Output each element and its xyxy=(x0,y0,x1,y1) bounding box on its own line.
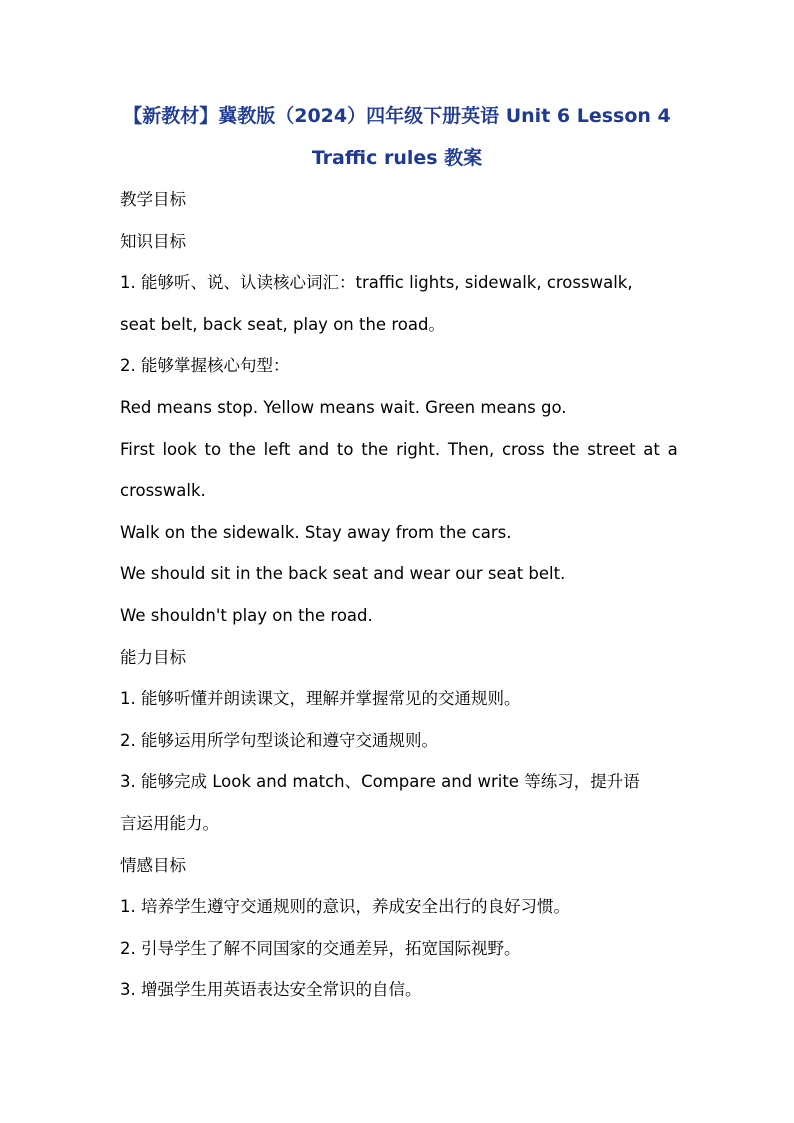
sentence-pattern-3: Walk on the sidewalk. Stay away from the cars. xyxy=(120,522,512,542)
section-heading-teaching-goals: 教学目标 xyxy=(120,190,186,209)
ability-item-3-line-1: 3. 能够完成 Look and match、Compare and write 等练习，提升语 xyxy=(120,772,640,792)
knowledge-item-1-line-2: seat belt, back seat, play on the road。 xyxy=(120,314,445,334)
emotional-item-3: 3. 增强学生用英语表达安全常识的自信。 xyxy=(120,980,422,1000)
ability-item-2: 2. 能够运用所学句型谈论和遵守交通规则。 xyxy=(120,730,438,750)
sentence-pattern-2-line-1: First look to the left and to the right. Then, cross the street at a xyxy=(120,439,678,459)
section-heading-knowledge-goals: 知识目标 xyxy=(120,231,186,251)
knowledge-item-2: 2. 能够掌握核心句型： xyxy=(120,356,290,376)
document-page xyxy=(120,96,678,1011)
title-line-1: 【新教材】冀教版（2024）四年级下册英语 Unit 6 Lesson 4 xyxy=(123,105,671,127)
section-heading-ability-goals: 能力目标 xyxy=(120,647,186,667)
title-line-2: Traffic rules 教案 xyxy=(311,146,483,169)
emotional-item-1: 1. 培养学生遵守交通规则的意识，养成安全出行的良好习惯。 xyxy=(120,897,570,917)
document-title xyxy=(120,96,674,179)
sentence-pattern-1: Red means stop. Yellow means wait. Green means go. xyxy=(120,397,567,417)
sentence-pattern-2-line-2: crosswalk. xyxy=(120,481,206,501)
sentence-pattern-4: We should sit in the back seat and wear our seat belt. xyxy=(120,564,566,584)
ability-item-3-line-2: 言运用能力。 xyxy=(120,813,219,833)
ability-item-1: 1. 能够听懂并朗读课文，理解并掌握常见的交通规则。 xyxy=(120,689,521,709)
section-heading-emotional-goals: 情感目标 xyxy=(120,855,186,875)
emotional-item-2: 2. 引导学生了解不同国家的交通差异，拓宽国际视野。 xyxy=(120,938,521,958)
sentence-pattern-5: We shouldn't play on the road. xyxy=(120,605,373,625)
knowledge-item-1-line-1: 1. 能够听、说、认读核心词汇：traffic lights, sidewalk, crosswalk, xyxy=(120,273,633,293)
